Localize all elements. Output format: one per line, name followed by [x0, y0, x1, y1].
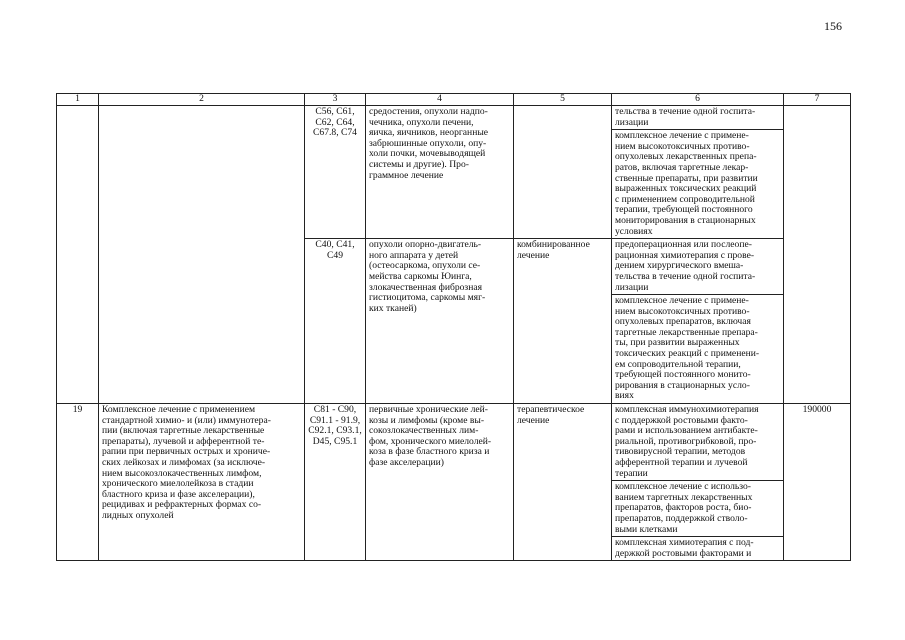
table-row [57, 106, 851, 130]
cell-codes: C81 - C90, C91.1 - 91.9, C92.1, C93.1, D45, C95.1 [305, 404, 366, 561]
page-number: 156 [824, 19, 842, 33]
cell-patient-model: средостения, опухоли надпо- чечника, опухоли печени, яичка, яичников, неорганные забрюшинные опухоли, опу- холи почки, мочевыводящей системы и другие). Про- граммное лечение [366, 106, 514, 239]
cell-number [57, 106, 99, 404]
col-header-3: 3 [305, 94, 366, 106]
cell-method: предоперационная или послеопе- рационная химиотерапия с прове- дением хирургического вмеша- тельства в течение одной госпита- лизации [612, 239, 784, 295]
cell-method: комплексная иммунохимиотерапия с поддержкой ростовыми факто- рами и использованием антибакте- риальной, противогрибковой, про- тивовирусной терапии, методов афферентной терапии и лучевой терапии [612, 404, 784, 481]
cell-treatment [514, 106, 612, 239]
cell-method: комплексное лечение с примене- нием высокотоксичных противо- опухолевых препаратов, включая таргетные лекарственные препара- ты, при развитии выраженных токсических реакций с применени- ем сопроводительной терапии, требующей постоянного монито- рирования в стационарных усло- виях [612, 295, 784, 404]
cell-codes: C56, C61, C62, C64, C67.8, C74 [305, 106, 366, 239]
cell-method: комплексное лечение с примене- нием высокотоксичных противо- опухолевых лекарственных препа- ратов, включая таргетные лекар- ственные препараты, при развитии выраженных токсических реакций с применением сопроводительной терапии, требующей постоянного мониторирования в стационарных условиях [612, 130, 784, 239]
cell-method: комплексная химиотерапия с под- держкой ростовыми факторами и [612, 537, 784, 561]
cell-name: Комплексное лечение с применением стандартной химио- и (или) иммунотера- пии (включая таргетные лекарственные препараты), лучевой и афферентной те- рапии при первичных острых и хрониче- ских лейкозах и лимфомах (за исключе- нием высокозлокачественных лимфом, хронического миелолейкоза в стадии бластного криза и фазе акселерации), рецидивах и рефрактерных формах со- лидных опухолей [99, 404, 305, 561]
cell-method: тельства в течение одной госпита- лизации [612, 106, 784, 130]
col-header-6: 6 [612, 94, 784, 106]
cell-patient-model: опухоли опорно-двигатель- ного аппарата у детей (остеосаркома, опухоли се- мейства саркомы Юинга, злокачественная фиброзная гистиоцитома, саркомы мяг- ких тканей) [366, 239, 514, 404]
col-header-4: 4 [366, 94, 514, 106]
cell-treatment: терапевтическое лечение [514, 404, 612, 561]
col-header-5: 5 [514, 94, 612, 106]
cell-cost [784, 106, 851, 404]
cell-method: комплексное лечение с использо- ванием таргетных лекарственных препаратов, факторов роста, био- препаратов, поддержкой стволо- выми клетками [612, 481, 784, 537]
cell-patient-model: первичные хронические лей- козы и лимфомы (кроме вы- сокозлокачественных лим- фом, хронического миелолей- коза в фазе бластного криза и фазе акселерации) [366, 404, 514, 561]
cell-codes: C40, C41, C49 [305, 239, 366, 404]
table-row [57, 404, 851, 481]
cell-number: 19 [57, 404, 99, 561]
col-header-2: 2 [99, 94, 305, 106]
col-header-7: 7 [784, 94, 851, 106]
cell-treatment: комбинированное лечение [514, 239, 612, 404]
medical-care-table [56, 93, 851, 561]
col-header-1: 1 [57, 94, 99, 106]
cell-name [99, 106, 305, 404]
cell-cost: 190000 [784, 404, 851, 561]
header-row [57, 94, 851, 106]
